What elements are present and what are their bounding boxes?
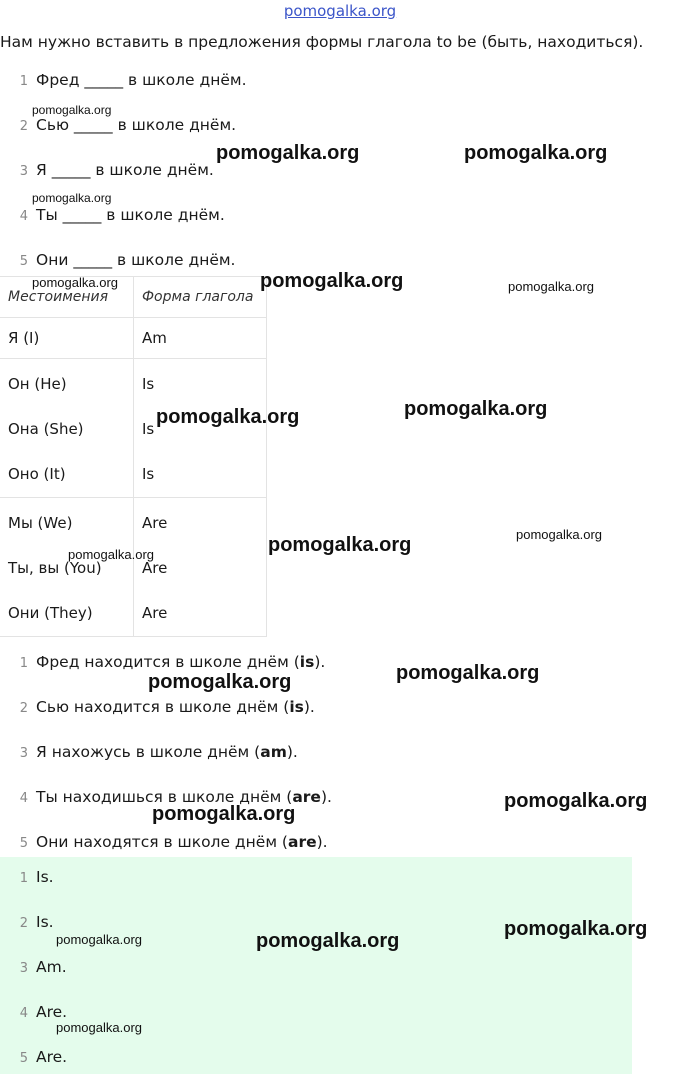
form-line: Are	[142, 514, 168, 532]
table-row	[0, 318, 267, 359]
pronoun-cell	[0, 498, 134, 637]
verb-form: am	[260, 743, 287, 761]
answer-item	[0, 910, 54, 934]
pronoun-cell: Я (I)	[0, 318, 134, 359]
item-number: 5	[19, 836, 28, 851]
watermark: pomogalka.org	[396, 662, 540, 684]
pronoun-line: Оно (It)	[8, 465, 66, 483]
item-number: 2	[19, 701, 28, 716]
form-line: Is	[142, 420, 155, 438]
exercise-item	[0, 203, 225, 227]
watermark: pomogalka.org	[68, 547, 154, 562]
answer-text: Is.	[36, 868, 54, 886]
item-number: 2	[19, 916, 28, 931]
pronoun-line: Они (They)	[8, 604, 93, 622]
verb-forms-table	[0, 276, 267, 637]
watermark: pomogalka.org	[152, 803, 296, 825]
item-text: Сью _____ в школе днём.	[36, 116, 237, 134]
explanation-item	[0, 830, 328, 854]
form-line: Is	[142, 375, 155, 393]
answer-text: Are.	[36, 1048, 68, 1066]
item-number: 1	[19, 74, 28, 89]
form-line: Are	[142, 604, 168, 622]
item-text: Сью находится в школе днём (	[36, 698, 290, 716]
watermark: pomogalka.org	[256, 930, 400, 952]
watermark: pomogalka.org	[56, 932, 142, 947]
watermark: pomogalka.org	[216, 142, 360, 164]
pronoun-line: Он (He)	[8, 375, 67, 393]
form-line: Is	[142, 465, 155, 483]
item-end: ).	[314, 653, 326, 671]
watermark: pomogalka.org	[268, 534, 412, 556]
pronoun-line: Она (She)	[8, 420, 84, 438]
watermark: pomogalka.org	[148, 671, 292, 693]
watermark: pomogalka.org	[404, 398, 548, 420]
item-number: 3	[19, 164, 28, 179]
pronoun-line: Мы (We)	[8, 514, 73, 532]
item-number: 5	[19, 1051, 28, 1066]
table-header-pronouns: Местоимения	[0, 277, 134, 318]
pronoun-line: Ты, вы (You)	[8, 559, 102, 577]
exercise-item	[0, 68, 247, 92]
item-number: 1	[19, 656, 28, 671]
verb-form: is	[299, 653, 315, 671]
watermark: pomogalka.org	[56, 1020, 142, 1035]
exercise-item	[0, 158, 214, 182]
answer-item	[0, 865, 54, 889]
item-number: 2	[19, 119, 28, 134]
form-line: Are	[142, 559, 168, 577]
item-text: Они находятся в школе днём (	[36, 833, 288, 851]
watermark: pomogalka.org	[32, 103, 112, 117]
watermark: pomogalka.org	[504, 790, 648, 812]
site-link[interactable]: pomogalka.org	[283, 2, 397, 20]
item-text: Я нахожусь в школе днём (	[36, 743, 261, 761]
form-cell: Am	[134, 318, 267, 359]
item-number: 4	[19, 209, 28, 224]
item-text: Ты _____ в школе днём.	[36, 206, 225, 224]
form-cell	[134, 498, 267, 637]
watermark: pomogalka.org	[508, 279, 594, 294]
pronoun-cell	[0, 359, 134, 498]
exercise-item	[0, 248, 235, 272]
item-end: ).	[316, 833, 328, 851]
table-row	[0, 498, 267, 637]
item-end: ).	[303, 698, 315, 716]
item-number: 1	[19, 871, 28, 886]
watermark: pomogalka.org	[504, 918, 648, 940]
verb-form: is	[289, 698, 304, 716]
explanation-item	[0, 740, 298, 764]
verb-form: are	[292, 788, 321, 806]
watermark: pomogalka.org	[156, 406, 300, 428]
answer-item	[0, 1045, 67, 1069]
watermark: pomogalka.org	[260, 270, 404, 292]
item-number: 3	[19, 746, 28, 761]
item-end: ).	[320, 788, 332, 806]
intro-text: Нам нужно вставить в предложения формы глагола to be (быть, находиться).	[0, 33, 644, 51]
answer-item	[0, 955, 67, 979]
explanation-item	[0, 695, 315, 719]
answer-text: Are.	[36, 1003, 68, 1021]
answers-box	[0, 857, 632, 1074]
watermark: pomogalka.org	[516, 527, 602, 542]
verb-form: are	[287, 833, 317, 851]
item-text: Фред _____ в школе днём.	[36, 71, 247, 89]
item-number: 3	[19, 961, 28, 976]
item-end: ).	[286, 743, 298, 761]
item-number: 4	[19, 1006, 28, 1021]
item-number: 4	[19, 791, 28, 806]
item-text: Они _____ в школе днём.	[36, 251, 236, 269]
watermark: pomogalka.org	[32, 191, 112, 205]
watermark: pomogalka.org	[464, 142, 608, 164]
item-text: Фред находится в школе днём (	[36, 653, 300, 671]
table-header-forms: Форма глагола	[134, 277, 267, 318]
item-text: Ты находишься в школе днём (	[36, 788, 293, 806]
watermark: pomogalka.org	[32, 275, 118, 290]
item-text: Я _____ в школе днём.	[36, 161, 214, 179]
item-number: 5	[19, 254, 28, 269]
answer-text: Am.	[36, 958, 67, 976]
answer-text: Is.	[36, 913, 54, 931]
